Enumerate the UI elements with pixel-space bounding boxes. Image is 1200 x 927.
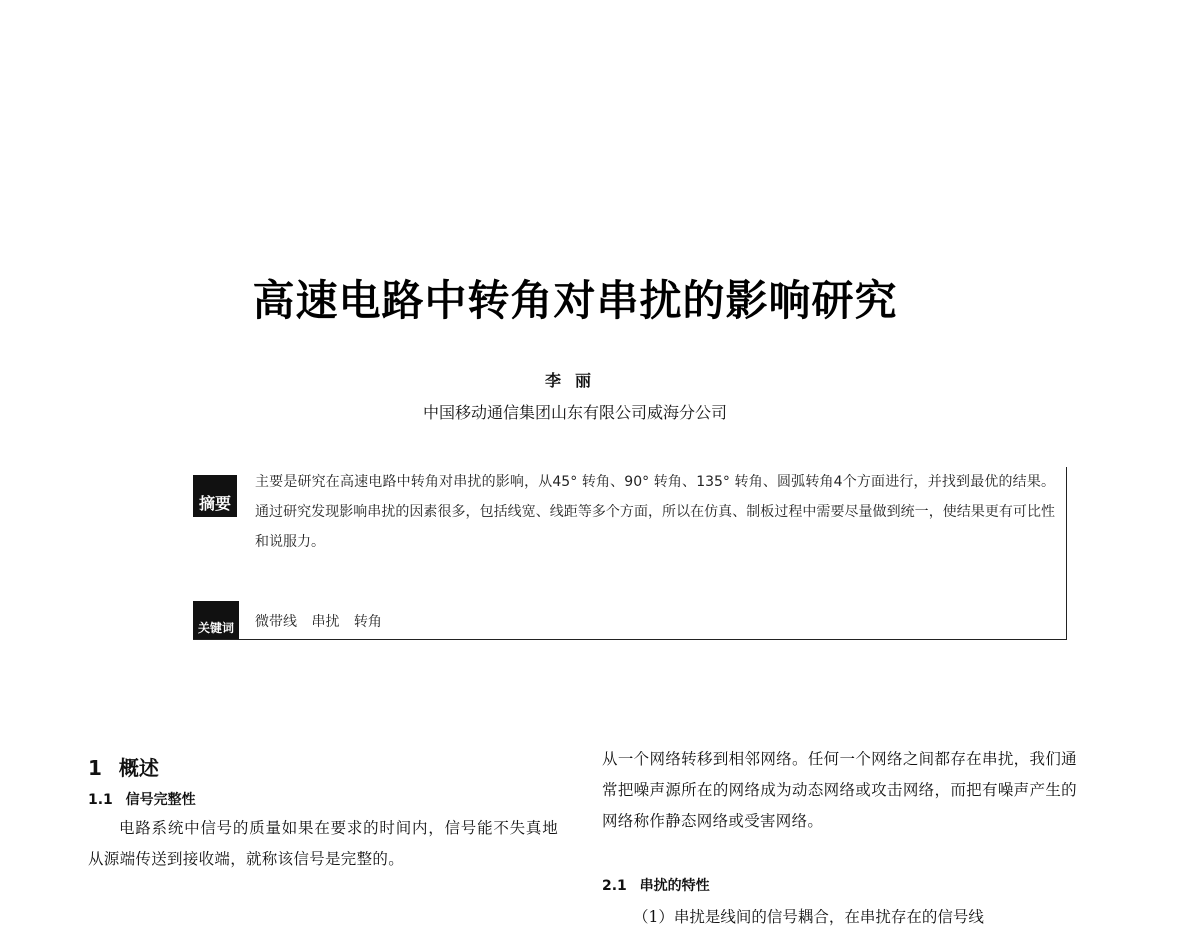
page-title: 高速电路中转角对串扰的影响研究 [252, 276, 898, 325]
keywords-tag: 关键词 [193, 601, 239, 639]
section-1-1-heading: 1.1 信号完整性 [88, 792, 196, 808]
section-1-heading: 1 概述 [88, 756, 159, 780]
left-paragraph: 电路系统中信号的质量如果在要求的时间内，信号能不失真地从源端传送到接收端，就称该信号是完整的。 [88, 819, 558, 868]
right-column [602, 744, 1077, 927]
section-2-1-heading: 2.1 串扰的特性 [602, 878, 710, 894]
author: 李丽 [544, 371, 605, 390]
abstract-box [193, 467, 1067, 640]
keywords-text: 微带线 串扰 转角 [255, 614, 382, 630]
abstract-text: 主要是研究在高速电路中转角对串扰的影响，从45° 转角、90° 转角、135° 转角、圆弧转角4个方面进行，并找到最优的结果。通过研究发现影响串扰的因素很多，包括线宽、线距等多个方面，所以在仿真、制板过程中需要尽量做到统一，使结果更有可比性和说服力。 [255, 474, 1055, 550]
left-column [88, 752, 558, 875]
abstract-tag: 摘要 [193, 475, 237, 517]
right-cutoff-line: （1）串扰是线间的信号耦合，在串扰存在的信号线 [633, 908, 984, 926]
affiliation: 中国移动通信集团山东有限公司威海分公司 [422, 403, 727, 422]
right-paragraph: 从一个网络转移到相邻网络。任何一个网络之间都存在串扰，我们通常把噪声源所在的网络成为动态网络或攻击网络，而把有噪声产生的网络称作静态网络或受害网络。 [602, 750, 1077, 830]
